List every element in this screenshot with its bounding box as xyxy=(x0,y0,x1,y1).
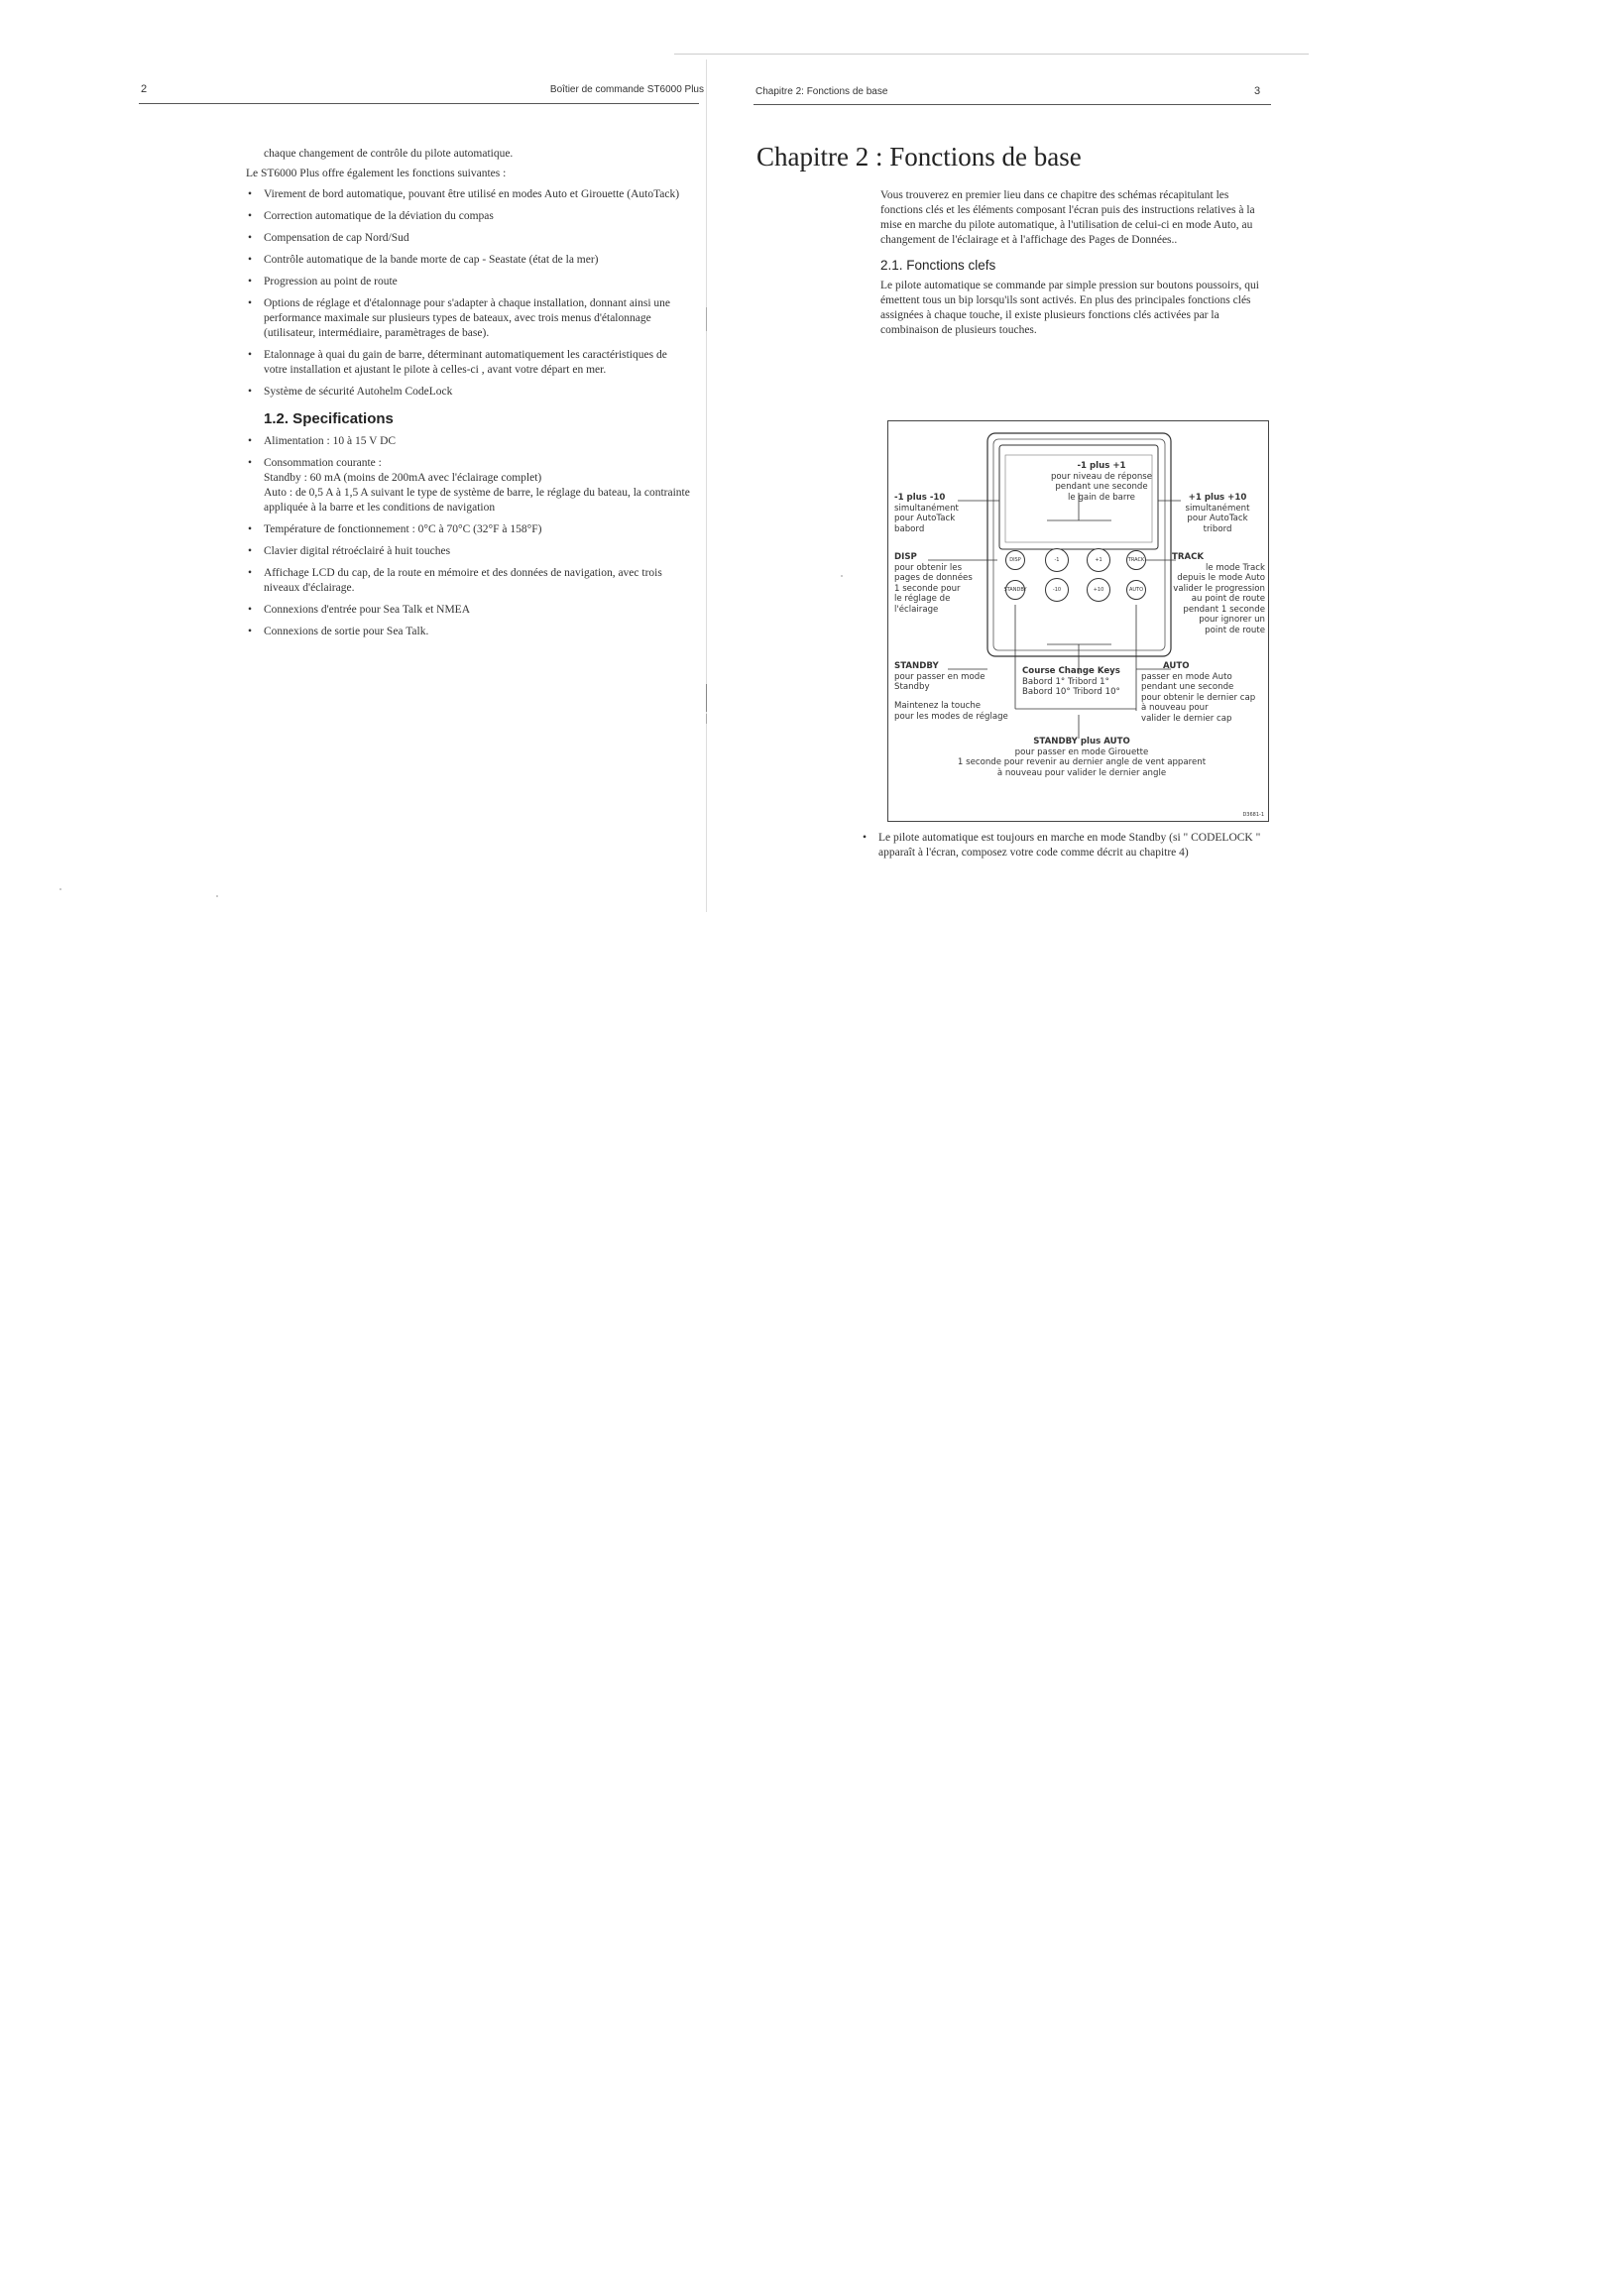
chapter-intro: Vous trouverez en premier lieu dans ce chapitre des schémas récapitulant les fonctions clés et les éléments composant l'écran puis des instructions relatives à la mise en marche du pilote automatique, à l'utilisation de celui-ci en mode Auto, au changement de l'éclairage et à l'affichage des Pages de Données.. xyxy=(880,189,1255,246)
left-body xyxy=(246,147,692,646)
key-standby xyxy=(1005,580,1025,600)
label-course xyxy=(1022,666,1120,698)
left-running-head: Boîtier de commande ST6000 Plus xyxy=(549,84,704,95)
features-lead: Le ST6000 Plus offre également les fonctions suivantes : xyxy=(246,168,507,179)
right-header-rule xyxy=(754,104,1271,105)
label-top xyxy=(1037,461,1166,503)
label-disp xyxy=(894,552,973,615)
feature-item: • Compensation de cap Nord/Sud xyxy=(246,231,692,246)
key-track xyxy=(1126,550,1146,570)
right-body xyxy=(880,188,1269,343)
key-functions-diagram xyxy=(887,420,1269,822)
spec-item: • Consommation courante : Standby : 60 mA (moins de 200mA avec l'éclairage complet) Auto : de 0,5 A à 1,5 A suivant le type de système de barre, le réglage du bateau, la contrainte appliquée à la barre et les conditions de navigation xyxy=(246,456,692,516)
label-left-text: simultanément pour AutoTack babord xyxy=(894,503,959,534)
key-auto xyxy=(1126,580,1146,600)
label-combo-text: pour passer en mode Girouette 1 seconde pour revenir au dernier angle de vent apparent à nouveau pour valider le dernier angle xyxy=(957,746,1207,778)
feature-item: • Etalonnage à quai du gain de barre, déterminant automatiquement les caractéristiques de votre installation et ajustant le pilote à celles-ci , avant votre départ en mer. xyxy=(246,348,692,378)
key-label: DISP xyxy=(1009,557,1021,563)
spec-item: • Affichage LCD du cap, de la route en mémoire et des données de navigation, avec trois niveaux d'éclairage. xyxy=(246,566,692,596)
scan-mark xyxy=(706,307,707,331)
label-combo-title: STANDBY plus AUTO xyxy=(1033,737,1130,746)
feature-item: • Virement de bord automatique, pouvant être utilisé en modes Auto et Girouette (AutoTack) xyxy=(246,187,692,202)
scan-speck xyxy=(59,888,61,890)
key-label: +10 xyxy=(1093,587,1104,593)
key-label: STANDBY xyxy=(1003,587,1027,593)
label-right-text: simultanément pour AutoTack tribord xyxy=(1185,503,1250,534)
spec-item: • Température de fonctionnement : 0°C à 70°C (32°F à 158°F) xyxy=(246,522,692,537)
key-plus-1 xyxy=(1087,548,1110,572)
label-course-title: Course Change Keys xyxy=(1022,666,1120,676)
standby-note xyxy=(861,831,1267,867)
key-minus-10 xyxy=(1045,578,1069,602)
label-track xyxy=(1166,552,1265,635)
label-standby-title: STANDBY xyxy=(894,661,939,671)
specs-list xyxy=(246,434,692,639)
label-maintain xyxy=(894,701,1008,722)
label-track-title: TRACK xyxy=(1172,552,1205,562)
feature-item: • Options de réglage et d'étalonnage pour s'adapter à chaque installation, donnant ainsi une performance maximale sur plusieurs types de bateaux, avec trois menus d'étalonnage (utilisateur, intermédiaire, paramètrages de base). xyxy=(246,296,692,341)
features-list xyxy=(246,187,692,400)
label-disp-text: pour obtenir les pages de données 1 seconde pour le réglage de l'éclairage xyxy=(894,562,973,615)
spec-item: • Connexions d'entrée pour Sea Talk et NMEA xyxy=(246,603,692,618)
key-label: AUTO xyxy=(1128,587,1144,593)
label-maintain-text: Maintenez la touche pour les modes de réglage xyxy=(894,701,1008,722)
page-fold-line xyxy=(706,59,707,912)
label-auto xyxy=(1141,661,1255,724)
label-standby-text: pour passer en mode Standby xyxy=(894,671,985,692)
left-page-number: 2 xyxy=(141,83,148,95)
label-right-title: +1 plus +10 xyxy=(1188,493,1247,503)
label-auto-title: AUTO xyxy=(1163,661,1190,671)
label-auto-text: passer en mode Auto pendant une seconde pour obtenir le dernier cap à nouveau pour valider le dernier cap xyxy=(1141,671,1256,724)
scan-mark xyxy=(706,684,707,712)
scan-mark xyxy=(706,714,707,724)
label-combo xyxy=(918,737,1245,778)
label-track-text: le mode Track depuis le mode Auto valider le progression au point de route pendant 1 seconde pour ignorer un point de route xyxy=(1173,562,1265,635)
key-disp xyxy=(1005,550,1025,570)
label-course-text: Babord 1° Tribord 1° Babord 10° Tribord 10° xyxy=(1022,676,1120,697)
label-top-title: -1 plus +1 xyxy=(1077,461,1126,471)
feature-item: • Contrôle automatique de la bande morte de cap - Seastate (état de la mer) xyxy=(246,253,692,268)
label-top-text: pour niveau de réponse pendant une seconde le gain de barre xyxy=(1050,471,1153,503)
intro-line: chaque changement de contrôle du pilote automatique. xyxy=(264,148,514,160)
sub-text: Le pilote automatique se commande par simple pression sur boutons poussoirs, qui émettent tous un bip lorsqu'ils sont activés. En plus des principales fonctions clés assignées à chaque touche, il existe plusieurs fonctions clés activées par la combinaison de plusieurs touches. xyxy=(880,280,1259,336)
key-label: TRACK xyxy=(1127,557,1145,563)
label-right xyxy=(1169,493,1266,534)
right-page-number: 3 xyxy=(1254,85,1261,97)
key-label: -1 xyxy=(1054,557,1060,563)
key-minus-1 xyxy=(1045,548,1069,572)
label-standby xyxy=(894,661,985,693)
standby-note-text: • Le pilote automatique est toujours en marche en mode Standby (si " CODELOCK " apparaît à l'écran, composez votre code comme décrit au chapitre 4) xyxy=(861,831,1267,861)
spec-item: • Alimentation : 10 à 15 V DC xyxy=(246,434,692,449)
key-plus-10 xyxy=(1087,578,1110,602)
spec-item: • Connexions de sortie pour Sea Talk. xyxy=(246,625,692,639)
feature-item: • Progression au point de route xyxy=(246,275,692,289)
label-left-title: -1 plus -10 xyxy=(894,493,946,503)
spec-heading: 1.2. Specifications xyxy=(264,410,394,427)
chapter-title: Chapitre 2 : Fonctions de base xyxy=(756,142,1082,172)
feature-item: • Correction automatique de la déviation du compas xyxy=(246,209,692,224)
spec-item: • Clavier digital rétroéclairé à huit touches xyxy=(246,544,692,559)
diagram-ref-code: D3681-1 xyxy=(1242,812,1264,818)
label-left xyxy=(894,493,959,534)
right-running-head: Chapitre 2: Fonctions de base xyxy=(755,86,888,97)
left-header-rule xyxy=(139,103,699,104)
sub-heading: 2.1. Fonctions clefs xyxy=(880,258,996,273)
key-label: +1 xyxy=(1095,557,1102,563)
label-disp-title: DISP xyxy=(894,552,917,562)
feature-item: • Système de sécurité Autohelm CodeLock xyxy=(246,385,692,400)
left-page xyxy=(119,0,704,912)
key-label: -10 xyxy=(1052,587,1062,593)
